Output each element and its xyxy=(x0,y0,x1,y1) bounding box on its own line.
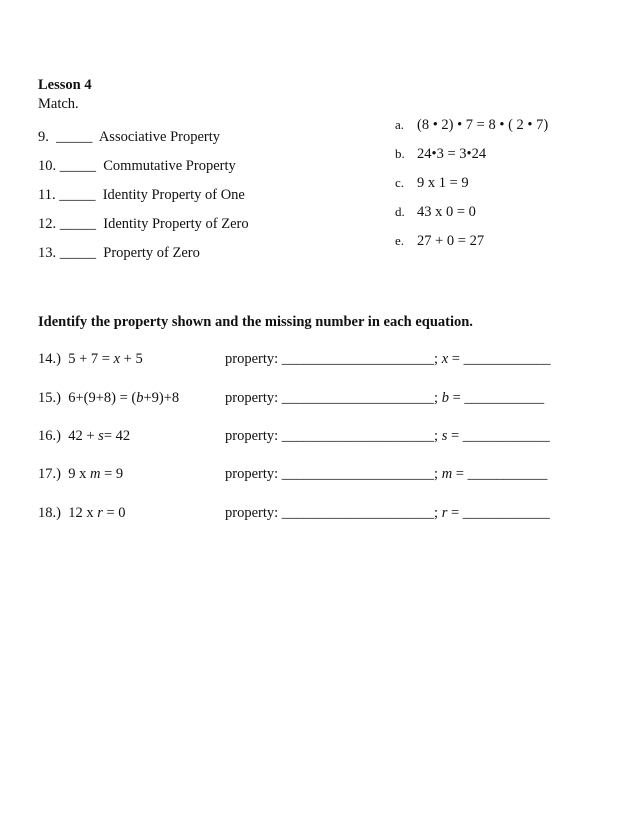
eq-variable: s xyxy=(98,428,104,444)
property-name: Identity Property of Zero xyxy=(103,216,249,232)
answer-blank[interactable]: _____ xyxy=(56,129,93,145)
equation-number: 14.) xyxy=(38,351,61,367)
equation-text xyxy=(68,505,125,521)
match-instruction: Match. xyxy=(38,96,79,112)
choice-letter: c. xyxy=(395,175,405,190)
equation-number: 17.) xyxy=(38,466,61,482)
equation-row xyxy=(38,390,179,406)
eq-part: = 42 xyxy=(103,428,131,444)
item-number: 9. xyxy=(38,129,49,145)
property-blank[interactable]: _____________________ xyxy=(281,505,435,521)
equals-sign: = xyxy=(448,390,465,406)
choice-letter: b. xyxy=(395,146,405,161)
choice-expression: 27 + 0 = 27 xyxy=(417,233,485,249)
match-item xyxy=(38,187,245,203)
choice-item xyxy=(395,233,484,249)
property-blank[interactable]: _____________________ xyxy=(281,351,435,367)
number-blank[interactable]: ____________ xyxy=(462,428,550,444)
choice-letter: d. xyxy=(395,204,405,219)
equation-row xyxy=(38,466,123,482)
property-name: Property of Zero xyxy=(103,245,200,261)
item-number: 12. xyxy=(38,216,57,232)
equation-number: 18.) xyxy=(38,505,61,521)
eq-variable: r xyxy=(97,505,103,521)
variable-name: x xyxy=(441,351,449,367)
equals-sign: = xyxy=(447,428,463,444)
equals-sign: = xyxy=(448,351,464,367)
equation-text xyxy=(68,390,179,406)
choice-expression: (8 • 2) • 7 = 8 • ( 2 • 7) xyxy=(417,117,549,133)
match-item xyxy=(38,216,249,232)
item-number: 13. xyxy=(38,245,57,261)
variable-name: b xyxy=(441,390,449,406)
number-blank[interactable]: ___________ xyxy=(464,390,545,406)
choice-item xyxy=(395,175,469,191)
choice-item xyxy=(395,146,486,162)
property-answer: property: _____________________; s = ____________ xyxy=(225,428,550,444)
equals-sign: = xyxy=(452,466,468,482)
eq-part: 9 x xyxy=(68,466,90,482)
variable-name: r xyxy=(441,505,448,521)
equation-number: 16.) xyxy=(38,428,61,444)
property-name: Commutative Property xyxy=(103,158,236,174)
variable-name: m xyxy=(441,466,453,482)
eq-part: +9)+8 xyxy=(143,390,180,406)
equation-text xyxy=(68,351,142,367)
equation-number: 15.) xyxy=(38,390,61,406)
match-item xyxy=(38,245,200,261)
equation-text xyxy=(68,466,123,482)
equation-row xyxy=(38,351,143,367)
answer-blank[interactable]: _____ xyxy=(59,216,96,232)
eq-part: 5 + 7 = xyxy=(68,351,114,367)
match-item xyxy=(38,158,236,174)
property-answer: property: _____________________; m = ___________ xyxy=(225,466,548,482)
section2-instruction: Identify the property shown and the missing number in each equation. xyxy=(38,314,473,330)
property-label: property: xyxy=(225,390,279,406)
variable-name: s xyxy=(441,428,448,444)
choice-letter: e. xyxy=(395,233,405,248)
item-number: 11. xyxy=(38,187,56,203)
number-blank[interactable]: ___________ xyxy=(467,466,548,482)
property-blank[interactable]: _____________________ xyxy=(281,428,435,444)
eq-variable: b xyxy=(136,390,144,406)
choice-item xyxy=(395,117,548,133)
property-name: Identity Property of One xyxy=(102,187,245,203)
eq-variable: x xyxy=(113,351,121,367)
answer-blank[interactable]: _____ xyxy=(59,158,96,174)
answer-blank[interactable]: _____ xyxy=(59,187,96,203)
eq-part: = 9 xyxy=(100,466,124,482)
property-label: property: xyxy=(225,428,279,444)
choice-item xyxy=(395,204,476,220)
number-blank[interactable]: ____________ xyxy=(462,505,550,521)
equals-sign: = xyxy=(447,505,463,521)
answer-blank[interactable]: _____ xyxy=(59,245,96,261)
property-answer: property: _____________________; x = ____________ xyxy=(225,351,551,367)
property-label: property: xyxy=(225,351,279,367)
property-answer: property: _____________________; b = ___________ xyxy=(225,390,545,406)
number-blank[interactable]: ____________ xyxy=(463,351,551,367)
choice-letter: a. xyxy=(395,117,405,132)
eq-variable: m xyxy=(89,466,101,482)
equation-row xyxy=(38,428,130,444)
property-name: Associative Property xyxy=(98,129,221,145)
match-item xyxy=(38,129,220,145)
eq-part: = 0 xyxy=(102,505,126,521)
property-label: property: xyxy=(225,505,279,521)
equation-text xyxy=(68,428,130,444)
eq-part: 42 + xyxy=(68,428,99,444)
property-answer: property: _____________________; r = ____________ xyxy=(225,505,550,521)
property-label: property: xyxy=(225,466,279,482)
choice-expression: 9 x 1 = 9 xyxy=(417,175,469,191)
lesson-title: Lesson 4 xyxy=(38,77,92,93)
item-number: 10. xyxy=(38,158,57,174)
eq-part: + 5 xyxy=(120,351,143,367)
choice-expression: 43 x 0 = 0 xyxy=(417,204,476,220)
property-blank[interactable]: _____________________ xyxy=(281,390,435,406)
property-blank[interactable]: _____________________ xyxy=(281,466,435,482)
eq-part: 6+(9+8) = ( xyxy=(68,390,137,406)
eq-part: 12 x xyxy=(68,505,98,521)
equation-row xyxy=(38,505,126,521)
choice-expression: 24•3 = 3•24 xyxy=(417,146,487,162)
